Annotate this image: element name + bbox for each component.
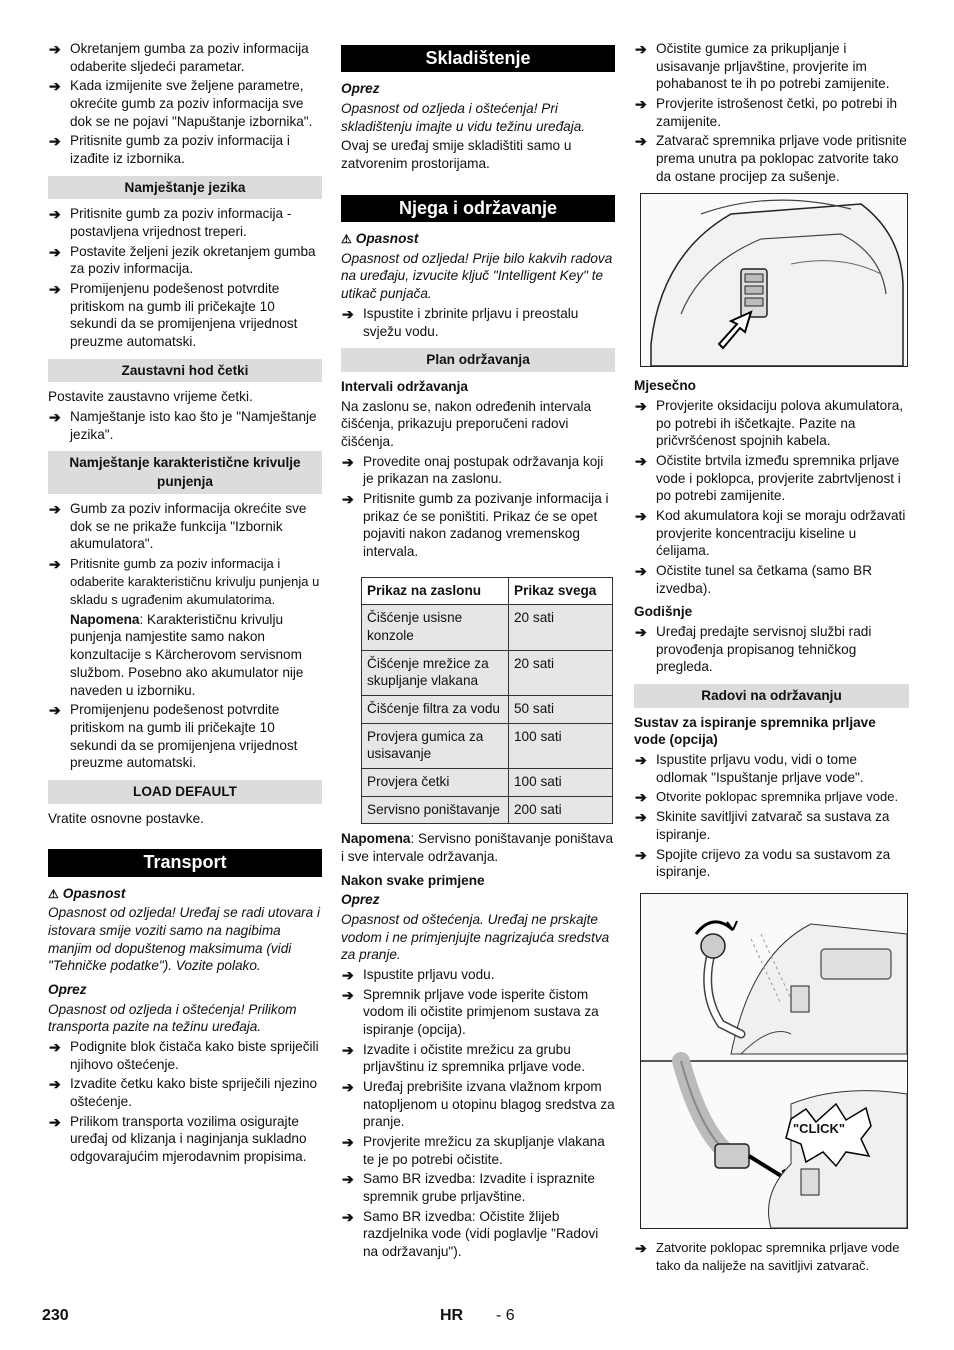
table-row	[362, 768, 613, 796]
arrow-right-icon: ➔	[342, 305, 354, 322]
flush-system-illustration	[641, 894, 907, 1228]
maintenance-table	[361, 577, 613, 825]
monthly-title: Mjesečno	[634, 378, 696, 394]
figure-tank-lid	[640, 193, 908, 367]
table-note: Napomena: Servisno poništavanje poništava i sve intervale održavanja.	[341, 831, 614, 864]
arrow-right-icon: ➔	[635, 41, 647, 57]
table-cell: Servisno poništavanje	[362, 796, 509, 824]
arrow-right-icon: ➔	[49, 1076, 61, 1093]
arrow-right-icon: ➔	[49, 281, 61, 298]
arrow-right-icon: ➔	[635, 453, 647, 470]
list-item: ➔ Kada izmijenite sve željene parametre, okrećite gumb za poziv informacija sve dok se ne pojavi "Napuštanje izbornika".	[49, 78, 313, 129]
list-item: ➔ Samo BR izvedba: Izvadite i ispraznite spremnik grube prljavštine.	[342, 1171, 595, 1205]
curve-steps	[48, 500, 322, 772]
arrow-right-icon: ➔	[635, 752, 647, 769]
table-cell: 20 sati	[509, 650, 613, 695]
flush-title: Sustav za ispiranje spremnika prljave vode (opcija)	[634, 714, 876, 748]
arrow-right-icon: ➔	[342, 1208, 354, 1225]
chapter-title-storage: Skladištenje	[341, 45, 615, 72]
intro-steps	[48, 40, 322, 168]
flush-steps	[634, 751, 909, 881]
arrow-right-icon: ➔	[342, 986, 354, 1003]
list-item: ➔ Samo BR izvedba: Očistite žlijeb razdjelnika vode (vidi poglavlje "Radovi na održavanju").	[342, 1208, 599, 1260]
list-item: ➔ Zatvarač spremnika prljave vode pritisnite prema unutra pa poklopac zatvorite tako da ostane procijep za sušenje.	[635, 133, 907, 184]
chapter-title-care: Njega i održavanje	[341, 195, 615, 222]
section-heading-language: Namještanje jezika	[48, 176, 322, 200]
list-item: ➔ Ispustite i zbrinite prljavu i preostalu svježu vodu.	[342, 305, 579, 339]
table-row	[362, 650, 613, 695]
list-item: ➔ Skinite savitljivi zatvarač sa sustava za ispiranje.	[635, 809, 890, 843]
table-cell: Čišćenje usisne konzole	[362, 605, 509, 650]
table-row	[362, 796, 613, 824]
storage-text: Ovaj se uređaj smije skladištiti samo u zatvorenim prostorijama.	[341, 138, 572, 172]
list-item: ➔ Ispustite prljavu vodu.	[342, 966, 495, 983]
arrow-right-icon: ➔	[49, 243, 61, 260]
table-cell: 50 sati	[509, 695, 613, 723]
section-heading-load-default: LOAD DEFAULT	[48, 780, 322, 804]
list-item: ➔ Spremnik prljave vode isperite čistom vodom ili očistite primjenom sustava za ispiranje (opcija).	[342, 986, 599, 1037]
section-heading-plan: Plan održavanja	[341, 348, 615, 372]
list-item: ➔ Očistite brtvila između spremnika prljave vode i poklopca, provjerite zabrtvljenost i po potrebi zamijenite.	[635, 453, 901, 504]
arrow-right-icon: ➔	[635, 133, 647, 150]
column-right	[634, 40, 909, 1277]
arrow-right-icon: ➔	[635, 809, 647, 826]
after-use-steps	[341, 966, 615, 1261]
list-item: ➔ Promijenjenu podešenost potvrdite pritiskom na gumb ili pričekajte 10 sekundi da se promijenjena vrijednost preuzme automatski.	[49, 281, 298, 350]
danger-text: Opasnost od ozljeda! Uređaj se radi utovara i istovara smije voziti samo na nagibima manjim od dopuštenog maksimuma (vidi "Tehničke podatke"). Vozite polako.	[48, 905, 321, 974]
after-use-title: Nakon svake primjene	[341, 872, 485, 888]
arrow-right-icon: ➔	[635, 846, 647, 863]
arrow-right-icon: ➔	[49, 409, 61, 426]
click-label: "CLICK"	[793, 1121, 846, 1137]
transport-steps	[48, 1038, 322, 1166]
table-header: Prikaz na zaslonu	[362, 577, 509, 605]
arrow-right-icon: ➔	[635, 96, 647, 113]
table-cell: 200 sati	[509, 796, 613, 824]
language-steps	[48, 205, 322, 350]
language-code: HR	[440, 1307, 464, 1324]
intervals-text: Na zaslonu se, nakon određenih intervala čišćenja, prikazuju preporučeni radovi čišćenja.	[341, 398, 592, 449]
arrow-right-icon: ➔	[635, 1240, 647, 1257]
after-caution-text: Opasnost od oštećenja. Uređaj ne prskajte vodom i ne primjenjujte nagrizajuća sredstva za pranje.	[341, 911, 610, 963]
brush-steps	[48, 408, 322, 443]
list-item: ➔ Uređaj prebrišite izvana vlažnom krpom natopljenom u otopinu blagog sredstva za pranje.	[342, 1079, 615, 1130]
list-item: ➔ Očistite gumice za prikupljanje i usisavanje prljavštine, provjerite im pohabanost te ih po potrebi zamijenite.	[635, 41, 890, 92]
arrow-right-icon: ➔	[342, 966, 354, 983]
final-steps	[634, 1239, 909, 1275]
arrow-right-icon: ➔	[342, 1171, 354, 1188]
default-text: Vratite osnovne postavke.	[48, 810, 204, 826]
list-item: ➔ Provjerite oksidaciju polova akumulatora, po potrebi ih iščetkajte. Pazite na pričvršćenost spojnih kabela.	[635, 398, 904, 449]
arrow-right-icon: ➔	[49, 206, 61, 223]
arrow-right-icon: ➔	[49, 78, 61, 95]
arrow-right-icon: ➔	[635, 624, 647, 641]
figure-flush-system	[640, 893, 908, 1229]
storage-caution-label: Oprez	[341, 81, 380, 97]
list-item: ➔ Promijenjenu podešenost potvrdite pritiskom na gumb ili pričekajte 10 sekundi da se promijenjena vrijednost preuzme automatski.	[49, 702, 298, 771]
arrow-right-icon: ➔	[635, 508, 647, 525]
intervals-title: Intervali održavanja	[341, 378, 468, 394]
table-cell: Čišćenje mrežice za skupljanje vlakana	[362, 650, 509, 695]
table-row	[362, 723, 613, 768]
arrow-right-icon: ➔	[49, 556, 61, 573]
table-cell: 100 sati	[509, 768, 613, 796]
care-steps	[341, 305, 615, 340]
table-cell: 100 sati	[509, 723, 613, 768]
monthly-steps	[634, 397, 909, 597]
table-cell: Provjera četki	[362, 768, 509, 796]
list-item: ➔ Provedite onaj postupak održavanja koji je prikazan na zaslonu.	[342, 453, 604, 487]
yearly-steps	[634, 623, 909, 676]
care-danger-text: Opasnost od ozljeda! Prije bilo kakvih radova na uređaju, izvucite ključ "Intelligent Key" te utikač punjača.	[341, 250, 613, 302]
list-item: ➔ Spojite crijevo za vodu sa sustavom za ispiranje.	[635, 846, 891, 880]
caution-label: Oprez	[48, 981, 87, 997]
arrow-right-icon: ➔	[49, 133, 61, 150]
list-item: ➔ Postavite željeni jezik okretanjem gumba za poziv informacija.	[49, 243, 316, 277]
arrow-right-icon: ➔	[49, 1113, 61, 1130]
list-item: ➔ Prilikom transporta vozilima osigurajte uređaj od klizanja i naginjanja sukladno odgovarajućim mjerodavnim propisima.	[49, 1113, 307, 1164]
list-item: ➔ Provjerite mrežicu za skupljanje vlakana te je po potrebi očistite.	[342, 1134, 605, 1167]
warning-triangle-icon: ⚠	[48, 886, 59, 901]
care-danger-label: ⚠ Opasnost	[341, 231, 419, 247]
list-item: ➔ Očistite tunel sa četkama (samo BR izvedba).	[635, 563, 873, 596]
list-item: ➔ Okretanjem gumba za poziv informacija odaberite sljedeći parametar.	[49, 41, 309, 74]
arrow-right-icon: ➔	[342, 453, 354, 470]
column-left	[48, 40, 322, 1168]
list-item: ➔ Pritisnite gumb za pozivanje informacija i prikaz će se poništiti. Prikaz će se opet pojaviti nakon zadanog vremenskog intervala.	[342, 490, 609, 559]
table-cell: Čišćenje filtra za vodu	[362, 695, 509, 723]
table-header: Prikaz svega	[509, 577, 613, 605]
list-item: ➔ Podignite blok čistača kako biste spriječili njihovo oštećenje.	[49, 1038, 319, 1072]
intervals-steps	[341, 453, 615, 561]
list-item: ➔ Pritisnite gumb za poziv informacija i izađite iz izbornika.	[49, 133, 290, 167]
section-heading-brush-stop: Zaustavni hod četki	[48, 359, 322, 383]
list-item: ➔ Provjerite istrošenost četki, po potrebi ih zamijenite.	[635, 96, 898, 129]
tank-lid-illustration	[641, 194, 907, 366]
table-cell: 20 sati	[509, 605, 613, 650]
list-item: ➔ Kod akumulatora koji se moraju održavati provjerite koncentraciju kiseline u ćelijama.	[635, 508, 906, 559]
arrow-right-icon: ➔	[342, 1041, 354, 1058]
list-item: ➔ Pritisnite gumb za poziv informacija - postavljena vrijednost treperi.	[49, 206, 292, 240]
arrow-right-icon: ➔	[635, 398, 647, 415]
arrow-right-icon: ➔	[49, 1038, 61, 1055]
arrow-right-icon: ➔	[635, 789, 647, 806]
section-heading-maintenance-works: Radovi na održavanju	[634, 684, 909, 708]
curve-note: Napomena: Karakterističnu krivulju punjenja namjestite samo nakon konzultacije s Kärcherovom servisnom službom. Posebno ako akumulator nije naveden u izborniku.	[70, 611, 304, 698]
list-item: ➔ Zatvorite poklopac spremnika prljave vode tako da naliježe na savitljivi zatvarač.	[635, 1240, 900, 1273]
list-item: ➔ Pritisnite gumb za poziv informacija i odaberite karakterističnu krivulju punjenja u skladu s ugrađenim akumulatorima. Napomena: Karakterističnu krivulju punjenja namjestite samo nakon konzultacije s Kärcherovom servisnom službom. Posebno ako akumulator nije naveden u izborniku.	[48, 555, 322, 699]
arrow-right-icon: ➔	[49, 41, 61, 57]
arrow-right-icon: ➔	[342, 1134, 354, 1151]
storage-caution-text: Opasnost od ozljeda i oštećenja! Pri skladištenju imajte u vidu težinu uređaja.	[341, 101, 586, 134]
caution-text: Opasnost od ozljeda i oštećenja! Prilikom transporta pazite na težinu uređaja.	[48, 1001, 297, 1035]
sub-page-number: - 6	[496, 1307, 515, 1324]
table-cell: Provjera gumica za usisavanje	[362, 723, 509, 768]
arrow-right-icon: ➔	[342, 490, 354, 507]
section-heading-charging-curve: Namještanje karakteristične krivulje punjenja	[48, 451, 322, 494]
list-item: ➔ Namještanje isto kao što je "Namještanje jezika".	[49, 409, 317, 442]
table-header-row	[362, 577, 613, 605]
arrow-right-icon: ➔	[49, 501, 61, 518]
list-item: ➔ Otvorite poklopac spremnika prljave vode.	[635, 789, 899, 806]
after-caution-label: Oprez	[341, 892, 380, 908]
arrow-right-icon: ➔	[635, 563, 647, 580]
list-item: ➔ Ispustite prljavu vodu, vidi o tome odlomak "Ispuštanje prljave vode".	[635, 752, 864, 785]
arrow-right-icon: ➔	[49, 702, 61, 719]
top-steps	[634, 40, 909, 185]
list-item: ➔ Izvadite i očistite mrežicu za grubu prljavštinu iz spremnika prljave vode.	[342, 1041, 586, 1075]
page-number: 230	[42, 1307, 69, 1324]
brush-text: Postavite zaustavno vrijeme četki.	[48, 389, 253, 405]
yearly-title: Godišnje	[634, 604, 693, 620]
table-row	[362, 605, 613, 650]
danger-label: ⚠ Opasnost	[48, 885, 126, 901]
list-item: ➔ Gumb za poziv informacija okrećite sve dok se ne prikaže funkcija "Izbornik akumulatora".	[49, 501, 307, 552]
arrow-right-icon: ➔	[342, 1079, 354, 1096]
list-item: ➔ Uređaj predajte servisnoj službi radi provođenja propisanog tehničkog pregleda.	[635, 624, 872, 675]
table-row	[362, 695, 613, 723]
warning-triangle-icon: ⚠	[341, 232, 352, 247]
chapter-title-transport: Transport	[48, 849, 322, 876]
column-middle	[341, 45, 615, 1263]
list-item: ➔ Izvadite četku kako biste spriječili njezino oštećenje.	[49, 1076, 318, 1109]
